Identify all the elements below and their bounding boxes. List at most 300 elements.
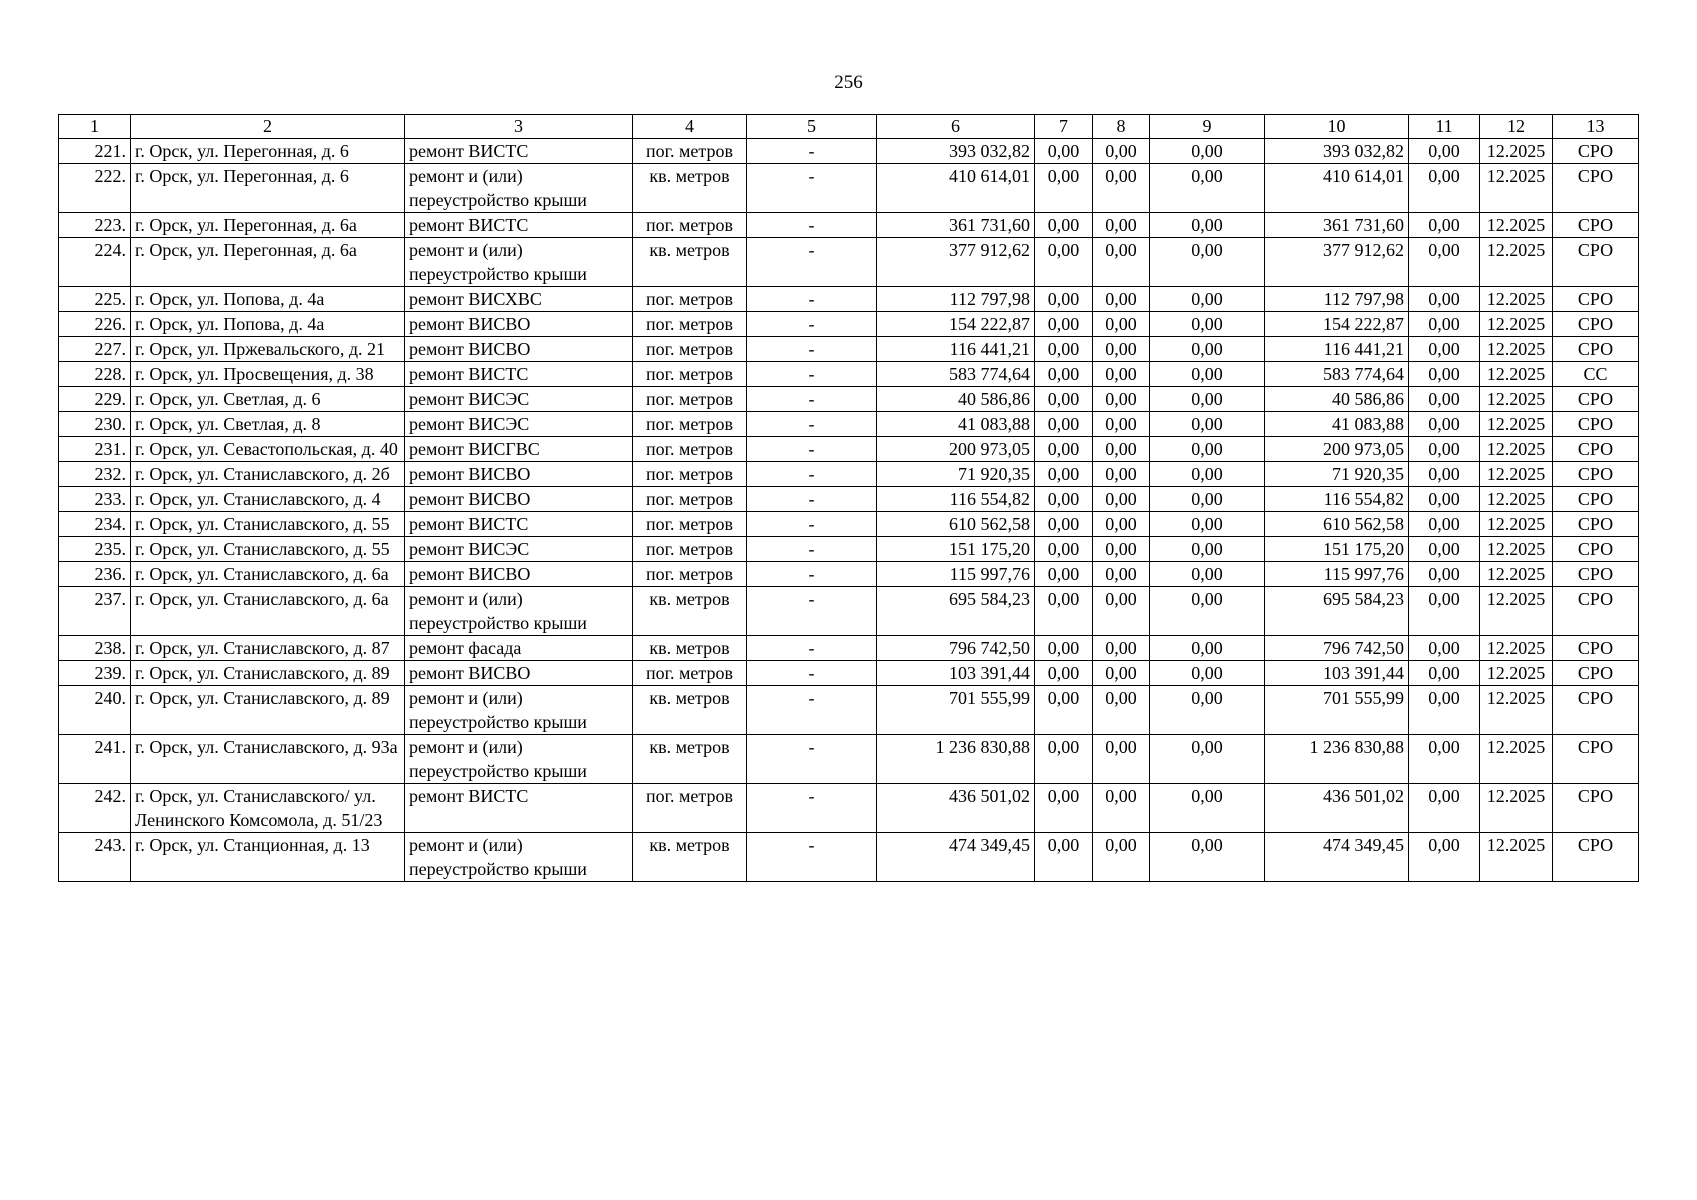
column-header: 7 [1035, 115, 1093, 139]
col9-cell: 0,00 [1150, 437, 1265, 462]
row-number: 243. [59, 833, 131, 882]
col11-cell: 0,00 [1409, 735, 1480, 784]
address-cell: г. Орск, ул. Перегонная, д. 6а [131, 213, 405, 238]
col8-cell: 0,00 [1093, 784, 1150, 833]
col9-cell: 0,00 [1150, 833, 1265, 882]
table-row [59, 312, 1639, 337]
col7-cell: 0,00 [1035, 587, 1093, 636]
table-row [59, 512, 1639, 537]
unit-cell: пог. метров [633, 287, 747, 312]
col10-cell: 115 997,76 [1265, 562, 1409, 587]
col8-cell: 0,00 [1093, 213, 1150, 238]
col8-cell: 0,00 [1093, 437, 1150, 462]
col7-cell: 0,00 [1035, 238, 1093, 287]
executor-cell: СРО [1553, 287, 1639, 312]
work-type-cell: ремонт ВИСТС [405, 139, 633, 164]
col11-cell: 0,00 [1409, 686, 1480, 735]
col9-cell: 0,00 [1150, 735, 1265, 784]
unit-cell: кв. метров [633, 587, 747, 636]
work-type-cell: ремонт ВИСВО [405, 661, 633, 686]
col9-cell: 0,00 [1150, 387, 1265, 412]
col10-cell: 151 175,20 [1265, 537, 1409, 562]
col9-cell: 0,00 [1150, 462, 1265, 487]
address-cell: г. Орск, ул. Станиславского, д. 93а [131, 735, 405, 784]
total-cost-cell: 393 032,82 [877, 139, 1035, 164]
col8-cell: 0,00 [1093, 661, 1150, 686]
table-row [59, 636, 1639, 661]
col10-cell: 41 083,88 [1265, 412, 1409, 437]
executor-cell: СРО [1553, 213, 1639, 238]
col10-cell: 610 562,58 [1265, 512, 1409, 537]
date-cell: 12.2025 [1480, 487, 1553, 512]
executor-cell: СРО [1553, 833, 1639, 882]
col11-cell: 0,00 [1409, 487, 1480, 512]
col11-cell: 0,00 [1409, 784, 1480, 833]
unit-cell: пог. метров [633, 487, 747, 512]
column-header: 5 [747, 115, 877, 139]
unit-cell: пог. метров [633, 213, 747, 238]
column-header: 2 [131, 115, 405, 139]
col5-cell: - [747, 312, 877, 337]
col9-cell: 0,00 [1150, 412, 1265, 437]
col11-cell: 0,00 [1409, 213, 1480, 238]
table-body [59, 139, 1639, 882]
table-row [59, 213, 1639, 238]
col11-cell: 0,00 [1409, 287, 1480, 312]
unit-cell: пог. метров [633, 362, 747, 387]
executor-cell: СРО [1553, 512, 1639, 537]
column-header: 11 [1409, 115, 1480, 139]
col5-cell: - [747, 512, 877, 537]
executor-cell: СРО [1553, 587, 1639, 636]
unit-cell: пог. метров [633, 437, 747, 462]
unit-cell: пог. метров [633, 462, 747, 487]
col5-cell: - [747, 337, 877, 362]
date-cell: 12.2025 [1480, 784, 1553, 833]
row-number: 224. [59, 238, 131, 287]
unit-cell: кв. метров [633, 833, 747, 882]
col11-cell: 0,00 [1409, 437, 1480, 462]
total-cost-cell: 474 349,45 [877, 833, 1035, 882]
col9-cell: 0,00 [1150, 213, 1265, 238]
col5-cell: - [747, 784, 877, 833]
col5-cell: - [747, 238, 877, 287]
col10-cell: 377 912,62 [1265, 238, 1409, 287]
col9-cell: 0,00 [1150, 784, 1265, 833]
col11-cell: 0,00 [1409, 238, 1480, 287]
row-number: 242. [59, 784, 131, 833]
total-cost-cell: 116 554,82 [877, 487, 1035, 512]
row-number: 223. [59, 213, 131, 238]
address-cell: г. Орск, ул. Станиславского, д. 87 [131, 636, 405, 661]
row-number: 228. [59, 362, 131, 387]
col10-cell: 796 742,50 [1265, 636, 1409, 661]
total-cost-cell: 71 920,35 [877, 462, 1035, 487]
col10-cell: 71 920,35 [1265, 462, 1409, 487]
table-row [59, 437, 1639, 462]
col9-cell: 0,00 [1150, 487, 1265, 512]
col7-cell: 0,00 [1035, 139, 1093, 164]
col8-cell: 0,00 [1093, 537, 1150, 562]
work-type-cell: ремонт ВИСВО [405, 462, 633, 487]
row-number: 239. [59, 661, 131, 686]
col8-cell: 0,00 [1093, 686, 1150, 735]
col7-cell: 0,00 [1035, 213, 1093, 238]
col5-cell: - [747, 362, 877, 387]
col11-cell: 0,00 [1409, 387, 1480, 412]
unit-cell: кв. метров [633, 735, 747, 784]
col5-cell: - [747, 287, 877, 312]
col9-cell: 0,00 [1150, 686, 1265, 735]
address-cell: г. Орск, ул. Перегонная, д. 6а [131, 238, 405, 287]
address-cell: г. Орск, ул. Попова, д. 4а [131, 312, 405, 337]
col8-cell: 0,00 [1093, 387, 1150, 412]
unit-cell: пог. метров [633, 139, 747, 164]
unit-cell: пог. метров [633, 661, 747, 686]
table-row [59, 562, 1639, 587]
address-cell: г. Орск, ул. Станиславского, д. 6а [131, 562, 405, 587]
work-type-cell: ремонт ВИСЭС [405, 387, 633, 412]
col8-cell: 0,00 [1093, 238, 1150, 287]
col5-cell: - [747, 833, 877, 882]
date-cell: 12.2025 [1480, 512, 1553, 537]
column-header: 6 [877, 115, 1035, 139]
row-number: 227. [59, 337, 131, 362]
date-cell: 12.2025 [1480, 312, 1553, 337]
col9-cell: 0,00 [1150, 139, 1265, 164]
work-type-cell: ремонт ВИСТС [405, 213, 633, 238]
col7-cell: 0,00 [1035, 735, 1093, 784]
total-cost-cell: 1 236 830,88 [877, 735, 1035, 784]
executor-cell: СРО [1553, 337, 1639, 362]
col5-cell: - [747, 735, 877, 784]
unit-cell: пог. метров [633, 312, 747, 337]
col5-cell: - [747, 636, 877, 661]
work-type-cell: ремонт ВИСТС [405, 362, 633, 387]
work-type-cell: ремонт ВИСВО [405, 487, 633, 512]
total-cost-cell: 151 175,20 [877, 537, 1035, 562]
row-number: 234. [59, 512, 131, 537]
col11-cell: 0,00 [1409, 587, 1480, 636]
column-header: 9 [1150, 115, 1265, 139]
col11-cell: 0,00 [1409, 412, 1480, 437]
col7-cell: 0,00 [1035, 512, 1093, 537]
row-number: 225. [59, 287, 131, 312]
col10-cell: 154 222,87 [1265, 312, 1409, 337]
total-cost-cell: 610 562,58 [877, 512, 1035, 537]
col5-cell: - [747, 562, 877, 587]
total-cost-cell: 112 797,98 [877, 287, 1035, 312]
col8-cell: 0,00 [1093, 312, 1150, 337]
executor-cell: СРО [1553, 437, 1639, 462]
address-cell: г. Орск, ул. Станиславского, д. 55 [131, 537, 405, 562]
column-header: 1 [59, 115, 131, 139]
col8-cell: 0,00 [1093, 164, 1150, 213]
total-cost-cell: 701 555,99 [877, 686, 1035, 735]
total-cost-cell: 116 441,21 [877, 337, 1035, 362]
work-type-cell: ремонт и (или) переустройство крыши [405, 735, 633, 784]
table-row [59, 164, 1639, 213]
table-row [59, 238, 1639, 287]
work-type-cell: ремонт ВИСВО [405, 312, 633, 337]
col11-cell: 0,00 [1409, 661, 1480, 686]
col9-cell: 0,00 [1150, 636, 1265, 661]
address-cell: г. Орск, ул. Станиславского/ ул. Ленинского Комсомола, д. 51/23 [131, 784, 405, 833]
column-header: 13 [1553, 115, 1639, 139]
date-cell: 12.2025 [1480, 587, 1553, 636]
col5-cell: - [747, 139, 877, 164]
col8-cell: 0,00 [1093, 587, 1150, 636]
row-number: 229. [59, 387, 131, 412]
col11-cell: 0,00 [1409, 562, 1480, 587]
total-cost-cell: 154 222,87 [877, 312, 1035, 337]
date-cell: 12.2025 [1480, 412, 1553, 437]
unit-cell: кв. метров [633, 636, 747, 661]
col10-cell: 410 614,01 [1265, 164, 1409, 213]
work-type-cell: ремонт и (или) переустройство крыши [405, 238, 633, 287]
total-cost-cell: 583 774,64 [877, 362, 1035, 387]
row-number: 236. [59, 562, 131, 587]
work-type-cell: ремонт фасада [405, 636, 633, 661]
col11-cell: 0,00 [1409, 139, 1480, 164]
col5-cell: - [747, 537, 877, 562]
table-row [59, 735, 1639, 784]
col11-cell: 0,00 [1409, 462, 1480, 487]
col10-cell: 40 586,86 [1265, 387, 1409, 412]
date-cell: 12.2025 [1480, 362, 1553, 387]
col8-cell: 0,00 [1093, 735, 1150, 784]
row-number: 230. [59, 412, 131, 437]
col10-cell: 112 797,98 [1265, 287, 1409, 312]
executor-cell: СРО [1553, 164, 1639, 213]
address-cell: г. Орск, ул. Просвещения, д. 38 [131, 362, 405, 387]
address-cell: г. Орск, ул. Попова, д. 4а [131, 287, 405, 312]
col8-cell: 0,00 [1093, 462, 1150, 487]
col11-cell: 0,00 [1409, 362, 1480, 387]
row-number: 221. [59, 139, 131, 164]
col8-cell: 0,00 [1093, 562, 1150, 587]
date-cell: 12.2025 [1480, 337, 1553, 362]
table-row [59, 487, 1639, 512]
col7-cell: 0,00 [1035, 337, 1093, 362]
col5-cell: - [747, 587, 877, 636]
unit-cell: пог. метров [633, 512, 747, 537]
date-cell: 12.2025 [1480, 164, 1553, 213]
table-row [59, 287, 1639, 312]
table-row [59, 362, 1639, 387]
total-cost-cell: 40 586,86 [877, 387, 1035, 412]
date-cell: 12.2025 [1480, 686, 1553, 735]
column-header: 10 [1265, 115, 1409, 139]
executor-cell: СРО [1553, 562, 1639, 587]
address-cell: г. Орск, ул. Перегонная, д. 6 [131, 164, 405, 213]
col9-cell: 0,00 [1150, 537, 1265, 562]
page-number: 256 [834, 72, 863, 93]
col11-cell: 0,00 [1409, 337, 1480, 362]
column-header: 8 [1093, 115, 1150, 139]
row-number: 240. [59, 686, 131, 735]
date-cell: 12.2025 [1480, 562, 1553, 587]
address-cell: г. Орск, ул. Станционная, д. 13 [131, 833, 405, 882]
col7-cell: 0,00 [1035, 537, 1093, 562]
total-cost-cell: 361 731,60 [877, 213, 1035, 238]
col5-cell: - [747, 686, 877, 735]
address-cell: г. Орск, ул. Станиславского, д. 2б [131, 462, 405, 487]
col9-cell: 0,00 [1150, 587, 1265, 636]
col11-cell: 0,00 [1409, 512, 1480, 537]
col8-cell: 0,00 [1093, 512, 1150, 537]
col5-cell: - [747, 412, 877, 437]
work-type-cell: ремонт ВИСВО [405, 337, 633, 362]
col10-cell: 436 501,02 [1265, 784, 1409, 833]
header-row [59, 115, 1639, 139]
row-number: 231. [59, 437, 131, 462]
column-header: 12 [1480, 115, 1553, 139]
work-type-cell: ремонт ВИСГВС [405, 437, 633, 462]
date-cell: 12.2025 [1480, 287, 1553, 312]
total-cost-cell: 200 973,05 [877, 437, 1035, 462]
row-number: 226. [59, 312, 131, 337]
table-row [59, 337, 1639, 362]
date-cell: 12.2025 [1480, 833, 1553, 882]
executor-cell: СРО [1553, 462, 1639, 487]
col8-cell: 0,00 [1093, 287, 1150, 312]
row-number: 232. [59, 462, 131, 487]
total-cost-cell: 41 083,88 [877, 412, 1035, 437]
col9-cell: 0,00 [1150, 562, 1265, 587]
unit-cell: пог. метров [633, 412, 747, 437]
col7-cell: 0,00 [1035, 686, 1093, 735]
work-type-cell: ремонт ВИСЭС [405, 412, 633, 437]
col7-cell: 0,00 [1035, 562, 1093, 587]
table-row [59, 387, 1639, 412]
work-type-cell: ремонт ВИСХВС [405, 287, 633, 312]
work-type-cell: ремонт и (или) переустройство крыши [405, 587, 633, 636]
column-header: 4 [633, 115, 747, 139]
row-number: 222. [59, 164, 131, 213]
col5-cell: - [747, 487, 877, 512]
col10-cell: 583 774,64 [1265, 362, 1409, 387]
col5-cell: - [747, 387, 877, 412]
total-cost-cell: 796 742,50 [877, 636, 1035, 661]
work-type-cell: ремонт ВИСТС [405, 512, 633, 537]
col7-cell: 0,00 [1035, 784, 1093, 833]
date-cell: 12.2025 [1480, 387, 1553, 412]
address-cell: г. Орск, ул. Перегонная, д. 6 [131, 139, 405, 164]
col7-cell: 0,00 [1035, 312, 1093, 337]
unit-cell: пог. метров [633, 562, 747, 587]
executor-cell: СРО [1553, 686, 1639, 735]
col8-cell: 0,00 [1093, 362, 1150, 387]
executor-cell: СРО [1553, 387, 1639, 412]
col9-cell: 0,00 [1150, 287, 1265, 312]
work-type-cell: ремонт ВИСВО [405, 562, 633, 587]
executor-cell: СРО [1553, 784, 1639, 833]
col7-cell: 0,00 [1035, 287, 1093, 312]
address-cell: г. Орск, ул. Станиславского, д. 6а [131, 587, 405, 636]
address-cell: г. Орск, ул. Станиславского, д. 89 [131, 661, 405, 686]
total-cost-cell: 115 997,76 [877, 562, 1035, 587]
col10-cell: 200 973,05 [1265, 437, 1409, 462]
col7-cell: 0,00 [1035, 362, 1093, 387]
work-type-cell: ремонт ВИСЭС [405, 537, 633, 562]
work-type-cell: ремонт ВИСТС [405, 784, 633, 833]
col10-cell: 103 391,44 [1265, 661, 1409, 686]
work-type-cell: ремонт и (или) переустройство крыши [405, 686, 633, 735]
col10-cell: 701 555,99 [1265, 686, 1409, 735]
col7-cell: 0,00 [1035, 636, 1093, 661]
address-cell: г. Орск, ул. Пржевальского, д. 21 [131, 337, 405, 362]
date-cell: 12.2025 [1480, 661, 1553, 686]
col7-cell: 0,00 [1035, 661, 1093, 686]
unit-cell: кв. метров [633, 164, 747, 213]
col5-cell: - [747, 661, 877, 686]
col11-cell: 0,00 [1409, 833, 1480, 882]
col9-cell: 0,00 [1150, 238, 1265, 287]
col10-cell: 1 236 830,88 [1265, 735, 1409, 784]
table-row [59, 587, 1639, 636]
executor-cell: СРО [1553, 238, 1639, 287]
unit-cell: кв. метров [633, 238, 747, 287]
col8-cell: 0,00 [1093, 833, 1150, 882]
total-cost-cell: 103 391,44 [877, 661, 1035, 686]
col9-cell: 0,00 [1150, 337, 1265, 362]
col5-cell: - [747, 462, 877, 487]
col10-cell: 361 731,60 [1265, 213, 1409, 238]
col10-cell: 474 349,45 [1265, 833, 1409, 882]
total-cost-cell: 410 614,01 [877, 164, 1035, 213]
total-cost-cell: 377 912,62 [877, 238, 1035, 287]
unit-cell: пог. метров [633, 387, 747, 412]
unit-cell: пог. метров [633, 784, 747, 833]
table-row [59, 462, 1639, 487]
total-cost-cell: 695 584,23 [877, 587, 1035, 636]
address-cell: г. Орск, ул. Светлая, д. 8 [131, 412, 405, 437]
executor-cell: СРО [1553, 312, 1639, 337]
table-row [59, 661, 1639, 686]
col5-cell: - [747, 164, 877, 213]
row-number: 237. [59, 587, 131, 636]
unit-cell: кв. метров [633, 686, 747, 735]
table-row [59, 412, 1639, 437]
col9-cell: 0,00 [1150, 312, 1265, 337]
date-cell: 12.2025 [1480, 462, 1553, 487]
executor-cell: СС [1553, 362, 1639, 387]
col8-cell: 0,00 [1093, 412, 1150, 437]
executor-cell: СРО [1553, 139, 1639, 164]
unit-cell: пог. метров [633, 337, 747, 362]
executor-cell: СРО [1553, 661, 1639, 686]
executor-cell: СРО [1553, 735, 1639, 784]
executor-cell: СРО [1553, 636, 1639, 661]
total-cost-cell: 436 501,02 [877, 784, 1035, 833]
col10-cell: 116 554,82 [1265, 487, 1409, 512]
col9-cell: 0,00 [1150, 661, 1265, 686]
unit-cell: пог. метров [633, 537, 747, 562]
col8-cell: 0,00 [1093, 337, 1150, 362]
address-cell: г. Орск, ул. Светлая, д. 6 [131, 387, 405, 412]
col10-cell: 393 032,82 [1265, 139, 1409, 164]
col10-cell: 695 584,23 [1265, 587, 1409, 636]
row-number: 233. [59, 487, 131, 512]
executor-cell: СРО [1553, 412, 1639, 437]
executor-cell: СРО [1553, 487, 1639, 512]
col7-cell: 0,00 [1035, 387, 1093, 412]
date-cell: 12.2025 [1480, 238, 1553, 287]
date-cell: 12.2025 [1480, 735, 1553, 784]
column-header: 3 [405, 115, 633, 139]
col5-cell: - [747, 213, 877, 238]
